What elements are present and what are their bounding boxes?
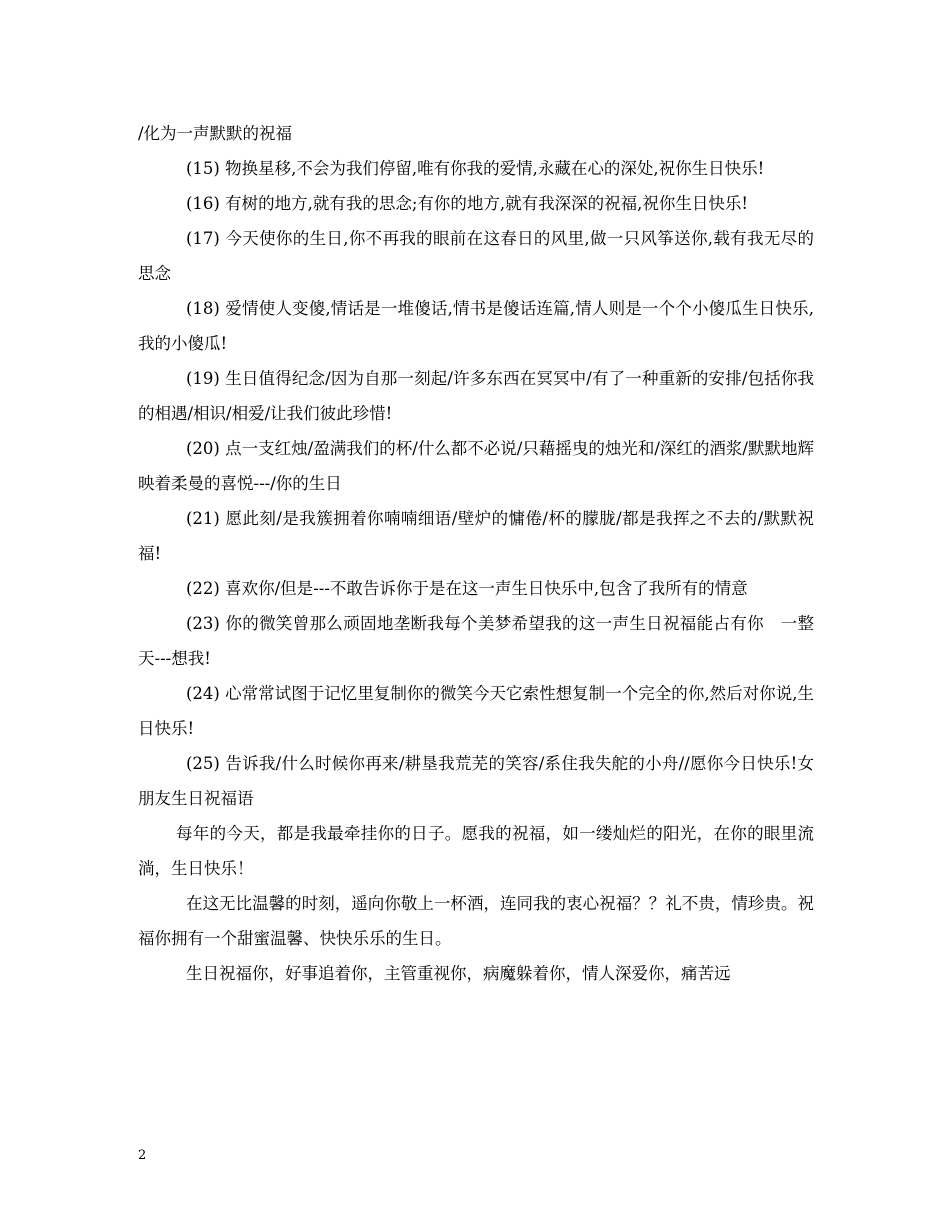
paragraph-10: (23) 你的微笑曾那么顽固地垄断我每个美梦希望我的这一声生日祝福能占有你 一整天---想我! [138, 614, 814, 668]
paragraph-13: 每年的今天，都是我最牵挂你的日子。愿我的祝福，如一缕灿烂的阳光，在你的眼里流淌，生日快乐！ [138, 824, 814, 878]
paragraph-1: /化为一声默默的祝福 [138, 124, 293, 143]
paragraph-3: (16) 有树的地方,就有我的思念;有你的地方,就有我深深的祝福,祝你生日快乐! [186, 194, 749, 213]
paragraph-11: (24) 心常常试图于记忆里复制你的微笑今天它索性想复制一个完全的你,然后对你说,生日快乐! [138, 684, 814, 738]
page-number: 2 [138, 1148, 147, 1163]
paragraph-8: (21) 愿此刻/是我簇拥着你喃喃细语/壁炉的慵倦/杯的朦胧/都是我挥之不去的/默默祝福! [138, 509, 814, 563]
paragraph-4: (17) 今天使你的生日,你不再我的眼前在这春日的风里,做一只风筝送你,载有我无尽的思念 [138, 229, 814, 283]
paragraph-15: 生日祝福你，好事追着你，主管重视你，病魔躲着你，情人深爱你，痛苦远 [186, 964, 731, 983]
document-body [138, 116, 814, 991]
paragraph-6: (19) 生日值得纪念/因为自那一刻起/许多东西在冥冥中/有了一种重新的安排/包括你我的相遇/相识/相爱/让我们彼此珍惜! [138, 369, 814, 423]
paragraph-12: (25) 告诉我/什么时候你再来/耕垦我荒芜的笑容/系住我失舵的小舟//愿你今日快乐!女朋友生日祝福语 [138, 754, 814, 808]
paragraph-2: (15) 物换星移,不会为我们停留,唯有你我的爱情,永藏在心的深处,祝你生日快乐! [186, 159, 765, 178]
paragraph-7: (20) 点一支红烛/盈满我们的杯/什么都不必说/只藉摇曳的烛光和/深红的酒浆/默默地辉映着柔曼的喜悦---/你的生日 [138, 439, 814, 493]
paragraph-9: (22) 喜欢你/但是---不敢告诉你于是在这一声生日快乐中,包含了我所有的情意 [186, 579, 748, 598]
paragraph-5: (18) 爱情使人变傻,情话是一堆傻话,情书是傻话连篇,情人则是一个个小傻瓜生日快乐,我的小傻瓜! [138, 299, 814, 353]
paragraph-14: 在这无比温馨的时刻，遥向你敬上一杯酒，连同我的衷心祝福？？礼不贵，情珍贵。祝福你拥有一个甜蜜温馨、快快乐乐的生日。 [138, 894, 814, 948]
